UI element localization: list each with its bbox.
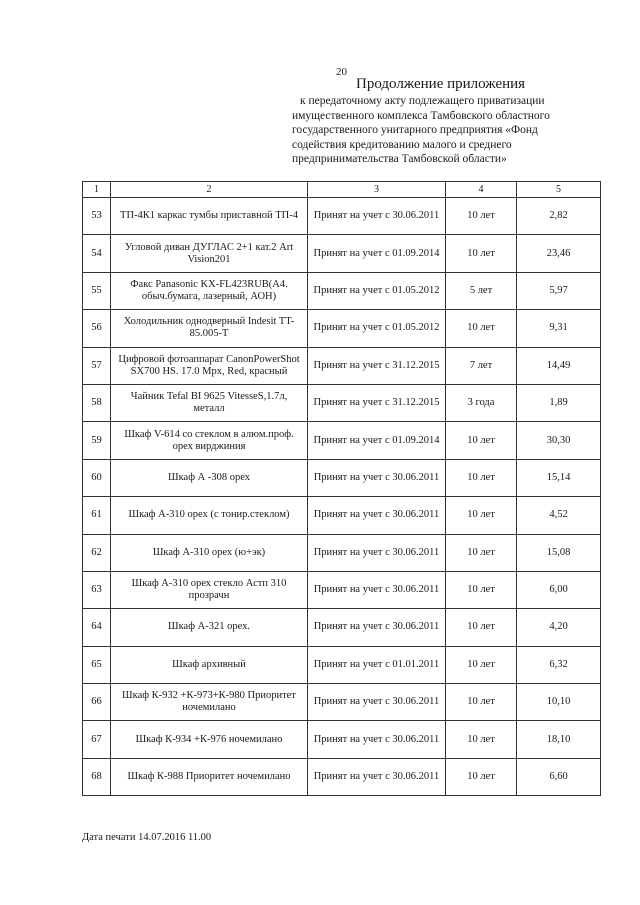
useful-life-cell: 10 лет (446, 198, 517, 235)
print-date: Дата печати 14.07.2016 11.00 (82, 832, 212, 843)
row-number-cell: 64 (83, 609, 111, 646)
value-cell: 6,60 (517, 758, 601, 795)
value-cell: 15,14 (517, 459, 601, 496)
appendix-heading (292, 76, 612, 167)
table-row (83, 235, 601, 272)
table-row (83, 609, 601, 646)
value-cell: 18,10 (517, 721, 601, 758)
value-cell: 4,52 (517, 497, 601, 534)
table-row (83, 571, 601, 608)
page-number: 20 (336, 66, 347, 78)
registration-status-cell: Принят на учет с 30.06.2011 (308, 609, 446, 646)
value-cell: 6,32 (517, 646, 601, 683)
table-row (83, 497, 601, 534)
useful-life-cell: 10 лет (446, 497, 517, 534)
useful-life-cell: 10 лет (446, 684, 517, 721)
item-name-cell: Шкаф К-932 +К-973+К-980 Приоритет ночемилано (111, 684, 308, 721)
heading-line: государственного унитарного предприятия «Фонд (292, 124, 538, 136)
column-header: 1 (83, 182, 111, 198)
useful-life-cell: 10 лет (446, 422, 517, 459)
item-name-cell: Шкаф V-614 со стеклом в алюм.проф. орех вирджиния (111, 422, 308, 459)
table-row (83, 198, 601, 235)
table-row (83, 422, 601, 459)
useful-life-cell: 10 лет (446, 758, 517, 795)
value-cell: 15,08 (517, 534, 601, 571)
row-number-cell: 55 (83, 272, 111, 309)
value-cell: 2,82 (517, 198, 601, 235)
useful-life-cell: 10 лет (446, 235, 517, 272)
table-row (83, 310, 601, 347)
value-cell: 30,30 (517, 422, 601, 459)
heading-line: имущественного комплекса Тамбовского областного (292, 109, 550, 122)
table-row (83, 384, 601, 421)
row-number-cell: 58 (83, 384, 111, 421)
value-cell: 4,20 (517, 609, 601, 646)
column-header: 5 (517, 182, 601, 198)
item-name-cell: Шкаф А-310 орех (ю+эк) (111, 534, 308, 571)
item-name-cell: Шкаф А-310 орех стекло Астп 310 прозрачн (111, 571, 308, 608)
registration-status-cell: Принят на учет с 30.06.2011 (308, 721, 446, 758)
useful-life-cell: 10 лет (446, 534, 517, 571)
item-name-cell: ТП-4К1 каркас тумбы приставной ТП-4 (111, 198, 308, 235)
registration-status-cell: Принят на учет с 30.06.2011 (308, 459, 446, 496)
heading-line: к передаточному акту подлежащего приватизации (300, 95, 545, 107)
appendix-title: Продолжение приложения (356, 76, 526, 92)
useful-life-cell: 5 лет (446, 272, 517, 309)
item-name-cell: Шкаф К-934 +К-976 ночемилано (111, 721, 308, 758)
useful-life-cell: 3 года (446, 384, 517, 421)
row-number-cell: 56 (83, 310, 111, 347)
item-name-cell: Факс Panasonic KX-FL423RUB(А4. обыч.бумага, лазерный, АОН) (111, 272, 308, 309)
registration-status-cell: Принят на учет с 01.09.2014 (308, 235, 446, 272)
value-cell: 14,49 (517, 347, 601, 384)
registration-status-cell: Принят на учет с 30.06.2011 (308, 571, 446, 608)
row-number-cell: 67 (83, 721, 111, 758)
registration-status-cell: Принят на учет с 30.06.2011 (308, 758, 446, 795)
table-row (83, 534, 601, 571)
useful-life-cell: 10 лет (446, 646, 517, 683)
table-row (83, 459, 601, 496)
table-row (83, 721, 601, 758)
registration-status-cell: Принят на учет с 01.01.2011 (308, 646, 446, 683)
item-name-cell: Угловой диван ДУГЛАС 2+1 кат.2 Art Vision201 (111, 235, 308, 272)
useful-life-cell: 10 лет (446, 721, 517, 758)
item-name-cell: Цифровой фотоаппарат CanonPowerShot SX700 HS. 17.0 Mpx, Red, красный (111, 347, 308, 384)
row-number-cell: 60 (83, 459, 111, 496)
registration-status-cell: Принят на учет с 30.06.2011 (308, 497, 446, 534)
registration-status-cell: Принят на учет с 30.06.2011 (308, 534, 446, 571)
row-number-cell: 57 (83, 347, 111, 384)
registration-status-cell: Принят на учет с 31.12.2015 (308, 347, 446, 384)
value-cell: 10,10 (517, 684, 601, 721)
registration-status-cell: Принят на учет с 31.12.2015 (308, 384, 446, 421)
table-row (83, 347, 601, 384)
useful-life-cell: 10 лет (446, 310, 517, 347)
column-header: 3 (308, 182, 446, 198)
table-header-row (83, 182, 601, 198)
item-name-cell: Шкаф А -308 орех (111, 459, 308, 496)
useful-life-cell: 7 лет (446, 347, 517, 384)
item-name-cell: Шкаф А-321 орех. (111, 609, 308, 646)
item-name-cell: Шкаф архивный (111, 646, 308, 683)
row-number-cell: 61 (83, 497, 111, 534)
heading-line: содействия кредитованию малого и среднего (292, 138, 512, 151)
table-row (83, 646, 601, 683)
row-number-cell: 62 (83, 534, 111, 571)
column-header: 4 (446, 182, 517, 198)
value-cell: 5,97 (517, 272, 601, 309)
inventory-table (82, 181, 601, 796)
registration-status-cell: Принят на учет с 30.06.2011 (308, 198, 446, 235)
useful-life-cell: 10 лет (446, 571, 517, 608)
item-name-cell: Холодильник однодверный Indesit TT-85.005-T (111, 310, 308, 347)
row-number-cell: 54 (83, 235, 111, 272)
registration-status-cell: Принят на учет с 30.06.2011 (308, 684, 446, 721)
registration-status-cell: Принят на учет с 01.09.2014 (308, 422, 446, 459)
item-name-cell: Шкаф А-310 орех (с тонир.стеклом) (111, 497, 308, 534)
value-cell: 23,46 (517, 235, 601, 272)
registration-status-cell: Принят на учет с 01.05.2012 (308, 272, 446, 309)
row-number-cell: 68 (83, 758, 111, 795)
row-number-cell: 53 (83, 198, 111, 235)
value-cell: 6,00 (517, 571, 601, 608)
row-number-cell: 63 (83, 571, 111, 608)
value-cell: 1,89 (517, 384, 601, 421)
value-cell: 9,31 (517, 310, 601, 347)
column-header: 2 (111, 182, 308, 198)
useful-life-cell: 10 лет (446, 459, 517, 496)
table-row (83, 684, 601, 721)
row-number-cell: 59 (83, 422, 111, 459)
table-row (83, 272, 601, 309)
item-name-cell: Шкаф К-988 Приоритет ночемилано (111, 758, 308, 795)
item-name-cell: Чайник Tefal BI 9625 VitesseS,1.7л, металл (111, 384, 308, 421)
row-number-cell: 66 (83, 684, 111, 721)
row-number-cell: 65 (83, 646, 111, 683)
table-row (83, 758, 601, 795)
useful-life-cell: 10 лет (446, 609, 517, 646)
registration-status-cell: Принят на учет с 01.05.2012 (308, 310, 446, 347)
heading-line: предпринимательства Тамбовской области» (292, 153, 507, 165)
table-body (83, 182, 601, 796)
